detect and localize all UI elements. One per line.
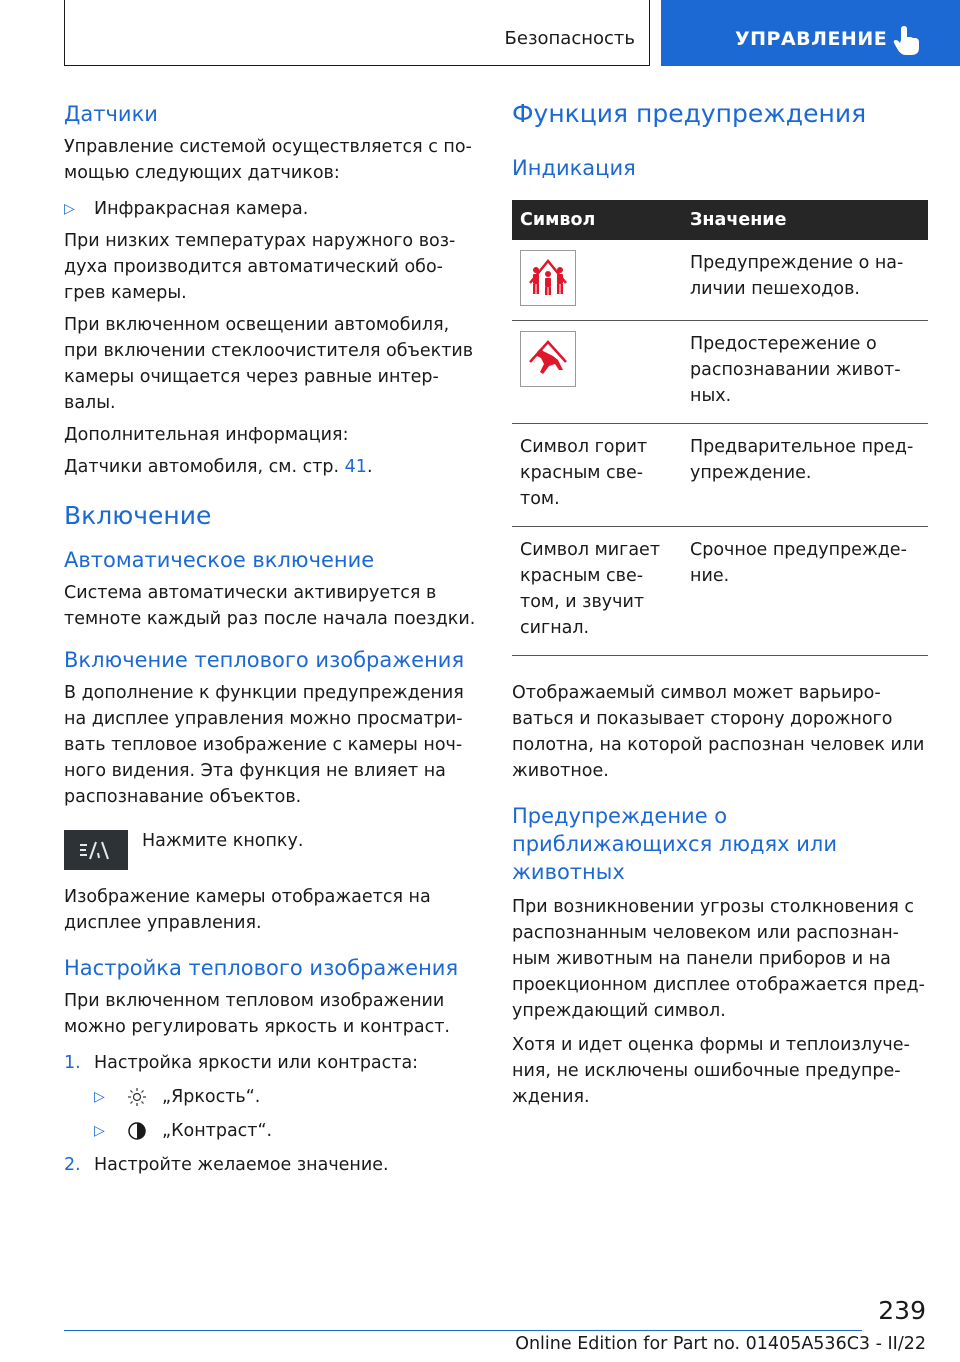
see-reference-end: . [366,457,373,477]
page-number: 239 [878,1296,926,1325]
thermal-text: В дополнение к функции предупреждения на дисплее управления можно просматри-вать тепловое изображение с камеры ноч-ного видения. Эта функция не влияет на распознавание объектов. [64,683,464,807]
column-header-meaning: Значение [682,200,928,240]
meaning-cell: Предупреждение о на-личии пешеходов. [682,240,928,321]
indication-table [512,200,928,656]
table-row [512,424,928,527]
list-item [64,1050,476,1076]
meaning-cell: Предостережение о распознавании живот-ных. [682,321,928,424]
list-item [64,196,476,222]
brightness-label: „Яркость“. [162,1087,261,1107]
header-chapter-tab[interactable] [661,0,960,66]
triangle-bullet-icon: ▷ [94,1089,105,1105]
step-number: 2. [64,1155,81,1175]
symbol-cell [512,240,682,321]
thermal-heading: Включение теплового изображения [64,648,465,672]
step-text: Настройка яркости или контраста: [94,1053,419,1073]
auto-heading: Автоматическое включение [64,548,375,572]
sensors-heading: Датчики [64,102,158,126]
footer-edition: Online Edition for Part no. 01405A536C3 - II/22 [515,1334,926,1354]
pedestrians-warning-icon [520,250,576,306]
table-row [512,527,928,656]
hand-pointer-icon [893,26,921,56]
setting-heading: Настройка теплового изображения [64,956,459,980]
page-link[interactable]: 41 [344,457,367,477]
column-header-symbol: Символ [512,200,682,240]
approach-text: При возникновении угрозы столкновения с распознанным человеком или распознан-ным животным на панели приборов и на проекционном дисплее отображается пред-упреждающий символ. [512,897,925,1021]
table-header-row [512,200,928,240]
symbol-cell: Символ мигает красным све-том, и звучит сигнал. [512,527,682,656]
symbol-cell [512,321,682,424]
table-row [512,321,928,424]
symbol-note: Отображаемый символ может варьиро-ваться и показывает сторону дорожного полотна, на которой распознан человек или животное. [512,683,925,781]
shape-text: Хотя и идет оценка формы и теплоизлуче-ния, не исключены ошибочные предупре-ждения. [512,1035,910,1107]
symbol-cell: Символ горит красным све-том. [512,424,682,527]
list-item [64,1152,476,1178]
camera-image-text: Изображение камеры отображается на дисплее управления. [64,887,431,933]
animal-warning-icon [520,331,576,387]
header-section-box [64,0,650,66]
header-chapter-label: УПРАВЛЕНИЕ [735,28,888,50]
right-column [512,96,928,1110]
footer-divider [64,1330,862,1331]
low-temp-paragraph: При низких температурах наружного воз-духа производится автоматический обо-грев камеры. [64,231,456,303]
auto-text: Система автоматически активируется в темноте каждый раз после начала поездки. [64,583,476,629]
night-vision-icon [76,839,116,861]
triangle-bullet-icon: ▷ [64,201,75,217]
step-text: Настройте желаемое значение. [94,1155,389,1175]
step-number: 1. [64,1053,81,1073]
header-section-label: Безопасность [504,28,635,49]
bullet-camera-text: Инфракрасная камера. [94,199,309,219]
indication-heading: Индикация [512,156,636,180]
night-vision-button[interactable] [64,830,128,870]
meaning-cell: Срочное предупрежде-ние. [682,527,928,656]
sensors-intro: Управление системой осуществляется с по-мощью следующих датчиков: [64,137,472,183]
list-item [94,1084,476,1110]
press-button-text: Нажмите кнопку. [142,831,304,851]
see-reference-text: Датчики автомобиля, см. стр. [64,457,345,477]
contrast-icon [124,1120,150,1142]
lighting-paragraph: При включенном освещении автомобиля, при включении стеклоочистителя объектив камеры очищается через равные интер-валы. [64,315,474,413]
list-item [94,1118,476,1144]
approach-heading: Предупреждение о приближающихся людях или животных [512,804,837,884]
brightness-icon [124,1086,150,1108]
additional-info: Дополнительная информация: [64,425,349,445]
switch-on-heading: Включение [64,501,212,530]
left-column [64,96,476,1178]
setting-text: При включенном тепловом изображении можно регулировать яркость и контраст. [64,991,450,1037]
table-row [512,240,928,321]
contrast-label: „Контраст“. [162,1121,273,1141]
warning-function-heading: Функция предупреждения [512,99,867,128]
triangle-bullet-icon: ▷ [94,1123,105,1139]
see-reference [64,454,476,480]
button-instruction [64,828,476,870]
meaning-cell: Предварительное пред-упреждение. [682,424,928,527]
